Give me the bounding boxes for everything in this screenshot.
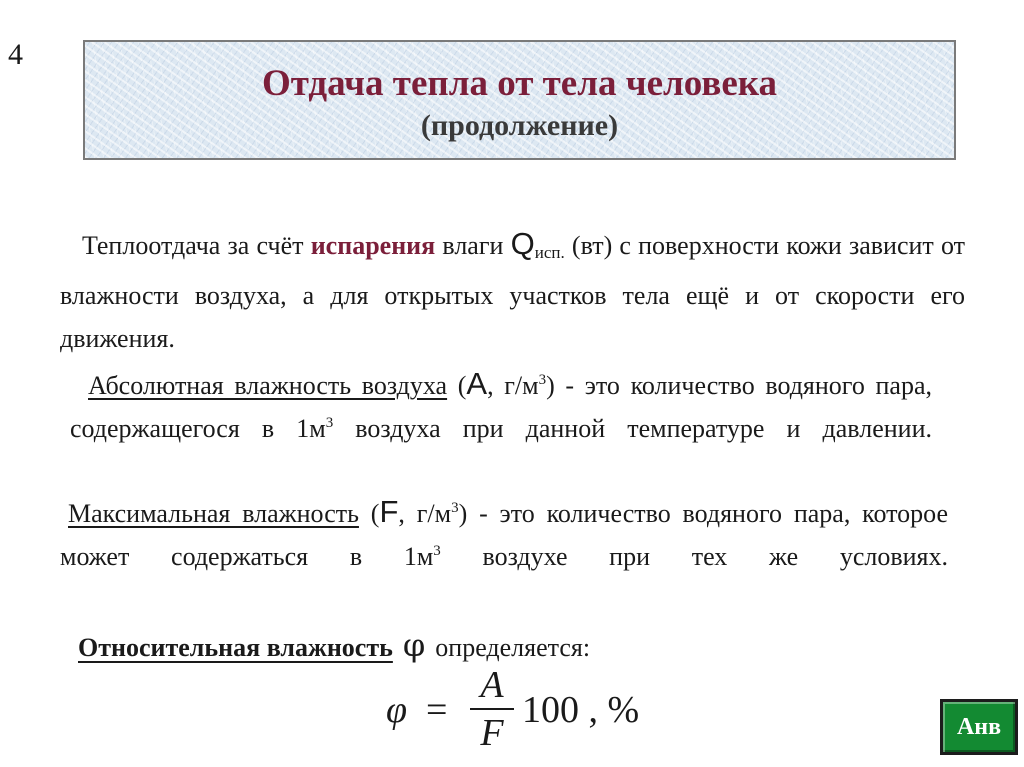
para3-units: , г/м (398, 499, 452, 528)
symbol-phi: φ (402, 626, 426, 664)
para4-rest: определяется: (435, 633, 591, 662)
para3-units-sup: 3 (451, 500, 459, 516)
symbol-f: F (379, 494, 399, 529)
slide-number: 4 (8, 38, 23, 71)
slide-title: Отдача тепла от тела человека (261, 63, 778, 104)
para1-text-mid: влаги (435, 231, 511, 260)
para2-rest-2: воздуха при данной температуре и давлении. (333, 414, 932, 443)
para1-text-after: (вт) с поверхности кожи зависит от влажности воздуха, а для открытых участков тела ещё и от скорости его движения. (60, 231, 965, 353)
formula-numerator: A (480, 664, 504, 706)
para3-rest-1: ) - это количество водяного пара, которое может содержаться в 1м (60, 499, 948, 571)
para1-text-before: Теплоотдача за счёт (82, 231, 311, 260)
paragraph-relative-humidity (78, 624, 838, 669)
term-absolute-humidity: Абсолютная влажность воздуха (88, 371, 448, 400)
slide-subtitle: (продолжение) (420, 109, 619, 142)
nav-button[interactable]: Анв (940, 699, 1018, 755)
para2-rest-sup: 3 (325, 415, 334, 431)
para2-open: ( (447, 371, 467, 400)
symbol-a: A (466, 366, 488, 401)
para2-units: , г/м (487, 371, 539, 400)
paragraph-evaporation (60, 222, 965, 360)
fraction-bar (470, 708, 514, 710)
term-maximum-humidity: Максимальная влажность (68, 499, 359, 528)
formula-equals: = (426, 689, 448, 731)
q-symbol: Q (510, 226, 535, 261)
formula-denominator: F (480, 712, 504, 754)
para2-units-sup: 3 (538, 372, 547, 388)
para3-rest-2: воздухе при тех же условиях. (440, 542, 948, 571)
paragraph-absolute-humidity (70, 362, 932, 450)
para2-rest-1: ) - это количество водяного пара, содержащегося в 1м (70, 371, 932, 443)
term-relative-humidity: Относительная влажность (78, 633, 393, 662)
q-subscript: исп. (534, 243, 565, 262)
title-box (83, 40, 956, 160)
formula-coefficient: 100 , % (522, 689, 640, 731)
para3-open: ( (358, 499, 380, 528)
formula-fraction (470, 664, 514, 754)
paragraph-maximum-humidity (60, 490, 948, 578)
para3-rest-sup: 3 (433, 543, 441, 559)
formula-lhs: φ (386, 689, 408, 731)
term-evaporation: испарения (310, 231, 436, 260)
